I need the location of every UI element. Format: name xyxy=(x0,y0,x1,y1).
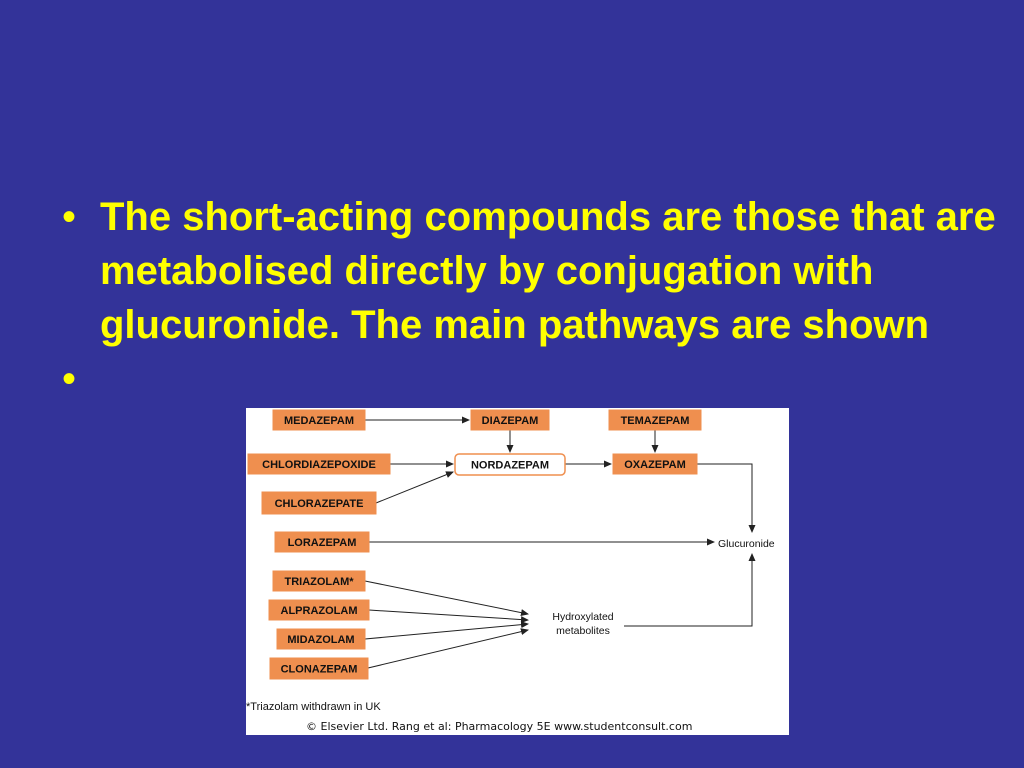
bullet-text: The short-acting compounds are those that are metabolised directly by conjugation with glucuronide. The main pathways are shown xyxy=(100,195,996,347)
arrow-alprazolam-to-hydroxylated xyxy=(369,610,528,620)
node-temazepam xyxy=(609,410,701,430)
node-label: OXAZEPAM xyxy=(624,459,686,471)
bullet-item-1 xyxy=(58,190,998,352)
bullet-marker: • xyxy=(62,195,77,239)
node-clonazepam xyxy=(270,658,368,679)
node-diazepam xyxy=(471,410,549,430)
node-label: MIDAZOLAM xyxy=(287,634,355,646)
bullet-list xyxy=(58,190,998,401)
node-nordazepam xyxy=(455,454,565,475)
node-glucuronide xyxy=(718,538,775,550)
node-oxazepam xyxy=(613,454,697,474)
arrow-hydroxylated-to-glucuronide xyxy=(624,554,752,626)
arrow-triazolam-to-hydroxylated xyxy=(365,581,528,614)
node-label: LORAZEPAM xyxy=(287,537,357,549)
node-hydroxylated xyxy=(552,611,613,637)
node-medazepam xyxy=(273,410,365,430)
node-label: TEMAZEPAM xyxy=(620,415,690,427)
node-label: CLONAZEPAM xyxy=(280,663,358,676)
node-label: Glucuronide xyxy=(718,538,775,550)
node-chlordiazepoxide xyxy=(248,454,390,474)
bullet-marker: • xyxy=(62,357,77,401)
node-label: TRIAZOLAM* xyxy=(284,576,354,588)
node-label: MEDAZEPAM xyxy=(283,415,355,427)
node-triazolam xyxy=(273,571,365,591)
node-label: CHLORDIAZEPOXIDE xyxy=(262,459,376,471)
pathway-diagram xyxy=(246,408,789,735)
metabolic-pathway-figure xyxy=(246,408,789,735)
node-label: metabolites xyxy=(556,625,610,637)
arrow-clonazepam-to-hydroxylated xyxy=(368,630,528,668)
node-lorazepam xyxy=(275,532,369,552)
node-midazolam xyxy=(277,629,365,649)
footnote: *Triazolam withdrawn in UK xyxy=(246,701,381,713)
node-label: DIAZEPAM xyxy=(481,415,539,427)
node-alprazolam xyxy=(269,600,369,620)
copyright-credit: © Elsevier Ltd. Rang et al: Pharmacology 5E www.studentconsult.com xyxy=(306,720,693,733)
node-chlorazepate xyxy=(262,492,376,514)
node-label: NORDAZEPAM xyxy=(470,459,550,472)
arrow-oxazepam-to-glucuronide xyxy=(697,464,752,532)
node-label: ALPRAZOLAM xyxy=(280,605,358,617)
node-label: Hydroxylated xyxy=(552,611,614,623)
node-label: CHLORAZEPATE xyxy=(274,498,364,510)
arrow-midazolam-to-hydroxylated xyxy=(365,624,528,639)
arrow-chlorazepate-to-nordazepam xyxy=(376,472,453,503)
